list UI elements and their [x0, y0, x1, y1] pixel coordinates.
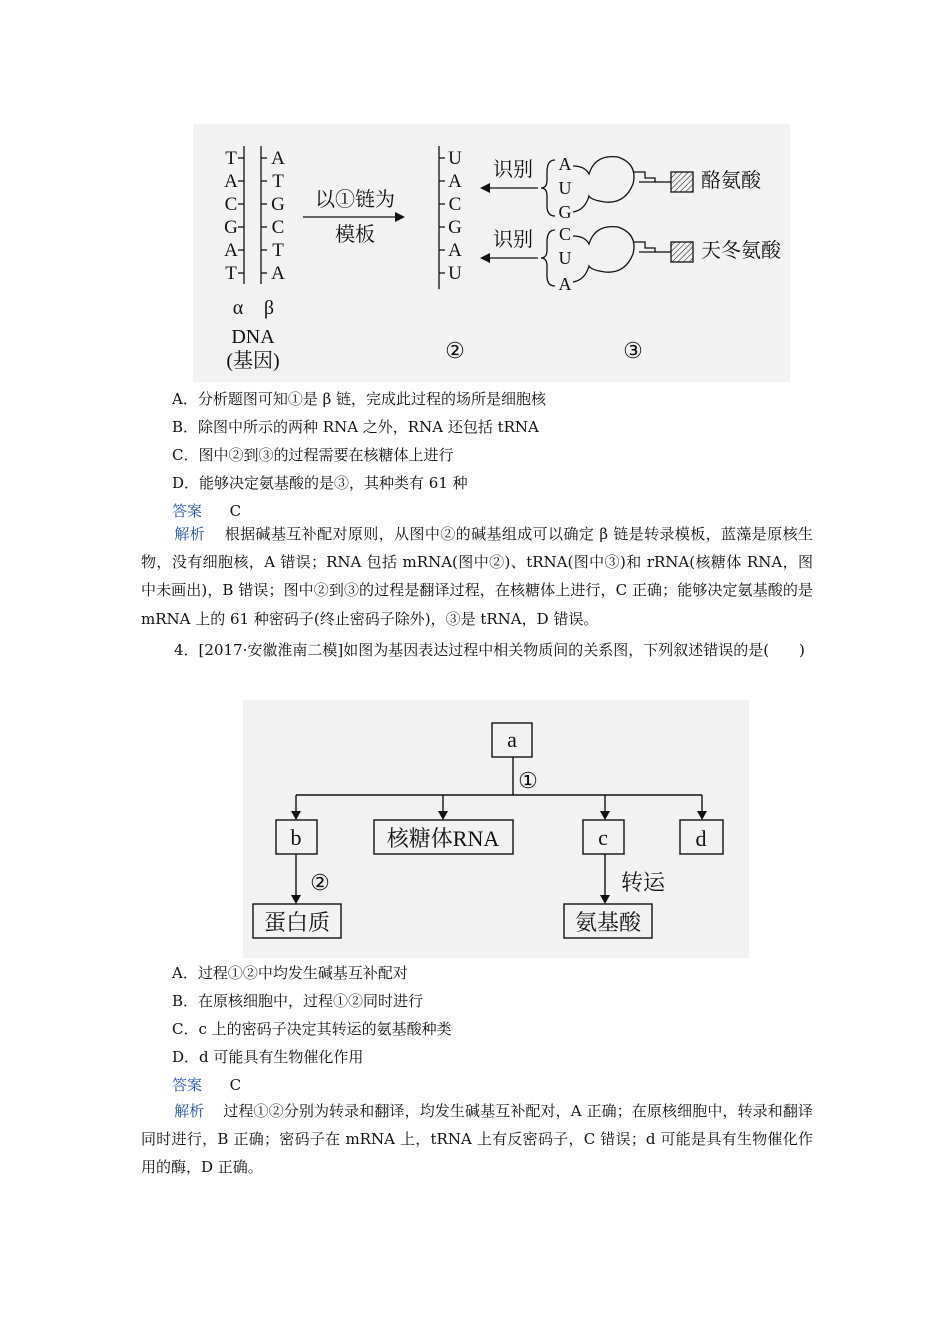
anticodon-brace-1 [541, 160, 555, 216]
dna-beta-base: G [271, 194, 285, 215]
alpha-label: α [232, 297, 244, 319]
box-a-label: a [507, 727, 517, 752]
transcription-arrow-head [395, 212, 405, 222]
q4-analysis-label: 解析 [174, 1102, 205, 1120]
mrna-base: A [448, 240, 462, 261]
box-rrna-label: 核糖体RNA [386, 826, 500, 851]
q4-stem [141, 636, 813, 664]
anticodon-base: A [558, 154, 572, 174]
figure-gene-expression-relations [243, 700, 749, 958]
q4-option-b: B．在原核细胞中，过程①②同时进行 [172, 992, 424, 1010]
q4-answer-row [172, 1076, 241, 1094]
q4-stem-text: 4．[2017·安徽淮南二模]如图为基因表达过程中相关物质间的关系图，下列叙述错误的是( ) [174, 641, 805, 659]
anticodon-base: C [558, 224, 572, 244]
anticodon-base: G [558, 202, 572, 222]
dna-alpha-backbone [238, 146, 244, 284]
amino-acid-2-label: 天冬氨酸 [701, 240, 781, 262]
dna-alpha-base: G [224, 217, 238, 238]
q3-answer-label: 答案 [172, 502, 203, 520]
box-amino-label: 氨基酸 [574, 910, 642, 935]
amino-acid-1-label: 酪氨酸 [701, 170, 761, 192]
anticodon-brace-2 [541, 230, 555, 286]
q4-option-c: C．c 上的密码子决定其转运的氨基酸种类 [172, 1020, 452, 1038]
figure1-svg [193, 124, 790, 382]
template-text-line2: 模板 [335, 224, 375, 246]
trna-2-arm [633, 242, 655, 252]
mrna-base: U [448, 148, 462, 169]
mrna-base: U [448, 263, 462, 284]
dna-alpha-base: A [224, 240, 238, 261]
dna-beta-base: A [271, 263, 285, 284]
beta-label: β [263, 297, 275, 319]
trna-1-shape [573, 157, 634, 212]
trna-2-shape [573, 227, 634, 282]
q3-option-a: A．分析题图可知①是 β 链，完成此过程的场所是细胞核 [172, 390, 547, 408]
q4-option-a: A．过程①②中均发生碱基互补配对 [172, 964, 408, 982]
dna-beta-backbone [261, 146, 267, 284]
q4-option-d: D．d 可能具有生物催化作用 [172, 1048, 364, 1066]
mrna-base: C [448, 194, 462, 215]
recognize-label-1: 识别 [493, 159, 533, 181]
template-text-line1: 以①链为 [315, 189, 395, 211]
box-d-label: d [695, 826, 707, 851]
mrna-base: G [448, 217, 462, 238]
circle-3-label: ③ [623, 338, 643, 363]
figure-transcription-translation [193, 124, 790, 382]
dna-beta-base: T [272, 171, 284, 192]
gene-label: (基因) [226, 350, 280, 372]
q3-answer-value: C [229, 502, 242, 520]
process-2-label: ② [310, 870, 330, 895]
q3-option-b: B．除图中所示的两种 RNA 之外，RNA 还包括 tRNA [172, 418, 539, 436]
q3-option-d: D．能够决定氨基酸的是③，其种类有 61 种 [172, 474, 468, 492]
dna-alpha-base: T [225, 148, 237, 169]
box-protein-label: 蛋白质 [263, 910, 331, 935]
mrna-backbone [439, 146, 445, 289]
dna-beta-base: C [271, 217, 285, 238]
figure2-svg [243, 700, 749, 958]
trna-1-arm [633, 172, 655, 182]
recognize-arrow-head-1 [480, 183, 490, 193]
recognize-label-2: 识别 [493, 229, 533, 251]
q3-analysis-label: 解析 [174, 525, 206, 543]
q3-analysis [141, 520, 813, 633]
q4-answer-label: 答案 [172, 1076, 203, 1094]
dna-label: DNA [231, 326, 275, 348]
dna-alpha-base: A [224, 171, 238, 192]
q4-answer-value: C [229, 1076, 242, 1094]
box-b-label: b [290, 825, 302, 850]
amino-acid-2-block [671, 242, 693, 262]
anticodon-base: U [558, 178, 572, 198]
box-c-label: c [598, 825, 608, 850]
transport-label: 转运 [620, 870, 666, 895]
dna-alpha-base: T [225, 263, 237, 284]
process-1-label: ① [518, 768, 538, 793]
q3-analysis-text: 根据碱基互补配对原则，从图中②的碱基组成可以确定 β 链是转录模板，蓝藻是原核生物，没有细胞核，A 错误；RNA 包括 mRNA(图中②)、tRNA(图中③)和 rRNA(核糖体 RNA，图中未画出)，B 错误；图中②到③的过程是翻译过程，在核糖体上进行，C 正确；能够决定氨基酸的是 mRNA 上的 61 种密码子(终止密码子除外)，③是 tRNA，D 错误。 [141, 525, 813, 628]
recognize-arrow-head-2 [480, 253, 490, 263]
circle-2-label: ② [445, 338, 465, 363]
amino-acid-1-block [671, 172, 693, 192]
dna-alpha-base: C [224, 194, 238, 215]
mrna-base: A [448, 171, 462, 192]
q4-analysis-text: 过程①②分别为转录和翻译，均发生碱基互补配对，A 正确；在原核细胞中，转录和翻译同时进行，B 正确；密码子在 mRNA 上，tRNA 上有反密码子，C 错误；d 可能是具有生物催化作用的酶，D 正确。 [141, 1102, 813, 1177]
q3-answer-row [172, 502, 241, 520]
q3-option-c: C．图中②到③的过程需要在核糖体上进行 [172, 446, 454, 464]
q4-analysis [141, 1097, 813, 1182]
dna-beta-base: T [272, 240, 284, 261]
anticodon-base: U [558, 248, 572, 268]
anticodon-base: A [558, 274, 572, 294]
dna-beta-base: A [271, 148, 285, 169]
